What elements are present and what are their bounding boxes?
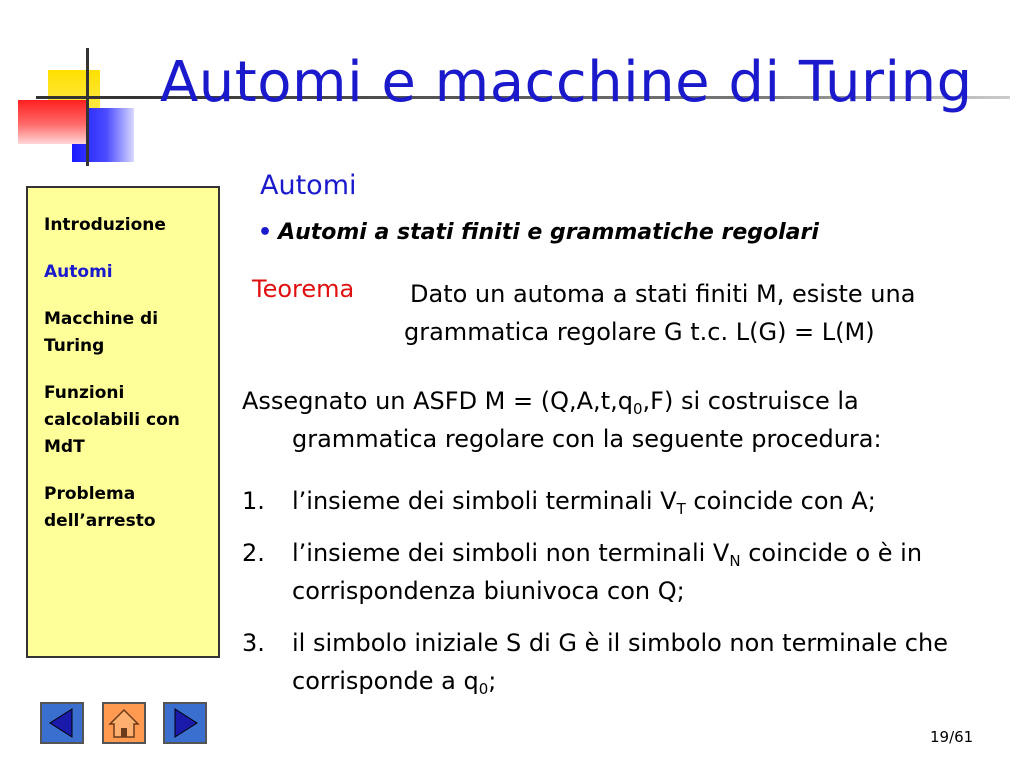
list-item-text: l’insieme dei simboli terminali V [292, 487, 677, 515]
list-item-text: il simbolo iniziale S di G è il simbolo non terminale che corrisponde a q [292, 629, 948, 695]
arrow-right-icon [165, 704, 205, 742]
theorem-label: Teorema [252, 275, 355, 303]
sidebar-item-problema-arresto[interactable]: Problema dell’arresto [44, 484, 156, 531]
bullet-text: Automi a stati finiti e grammatiche regolari [278, 220, 819, 245]
list-item-number: 3. [242, 629, 265, 657]
slide-title: Automi e macchine di Turing [160, 50, 973, 115]
theorem-text [404, 275, 1004, 351]
sidebar [26, 186, 220, 658]
home-button[interactable] [102, 702, 146, 744]
next-slide-button[interactable] [163, 702, 207, 744]
list-item [242, 534, 1012, 610]
sidebar-item-funzioni-calcolabili[interactable]: Funzioni calcolabili con MdT [44, 383, 180, 457]
para-subscript: 0 [632, 400, 643, 418]
para-text-post: ,F) si costruisce la [642, 387, 859, 415]
procedure-list [242, 482, 1012, 714]
section-heading: Automi [260, 170, 357, 201]
para-line-2: grammatica regolare con la seguente procedura: [292, 425, 882, 453]
sidebar-item-macchine-di-turing[interactable]: Macchine di Turing [44, 309, 159, 356]
list-item-text-post: ; [488, 667, 497, 695]
bullet-dot: • [258, 220, 273, 245]
bullet-item [258, 220, 819, 245]
theorem-line-2: grammatica regolare G t.c. L(G) = L(M) [404, 318, 875, 346]
list-item-number: 1. [242, 487, 265, 515]
list-item-text-post: coincide con A; [685, 487, 876, 515]
sidebar-item-automi[interactable]: Automi [44, 262, 113, 282]
logo-vertical-line [86, 48, 89, 166]
list-item-text: l’insieme dei simboli non terminali V [292, 539, 730, 567]
prev-slide-button[interactable] [40, 702, 84, 744]
theorem-line-1: Dato un automa a stati finiti M, esiste una [410, 280, 916, 308]
para-text-pre: Assegnato un ASFD M = (Q,A,t,q [242, 387, 633, 415]
intro-paragraph [242, 382, 1012, 458]
list-item-subscript: T [676, 500, 686, 518]
home-icon [104, 704, 144, 742]
list-item-number: 2. [242, 539, 265, 567]
sidebar-item-introduzione[interactable]: Introduzione [44, 215, 166, 235]
list-item [242, 482, 1012, 520]
list-item-text-post: coincide o è in corrispondenza biunivoca con Q; [292, 539, 923, 605]
page-number: 19/61 [930, 728, 974, 746]
list-item [242, 624, 1012, 700]
logo-red-square [18, 100, 86, 144]
list-item-subscript: N [729, 552, 741, 570]
list-item-subscript: 0 [478, 680, 489, 698]
logo-decoration [12, 48, 142, 166]
arrow-left-icon [42, 704, 82, 742]
